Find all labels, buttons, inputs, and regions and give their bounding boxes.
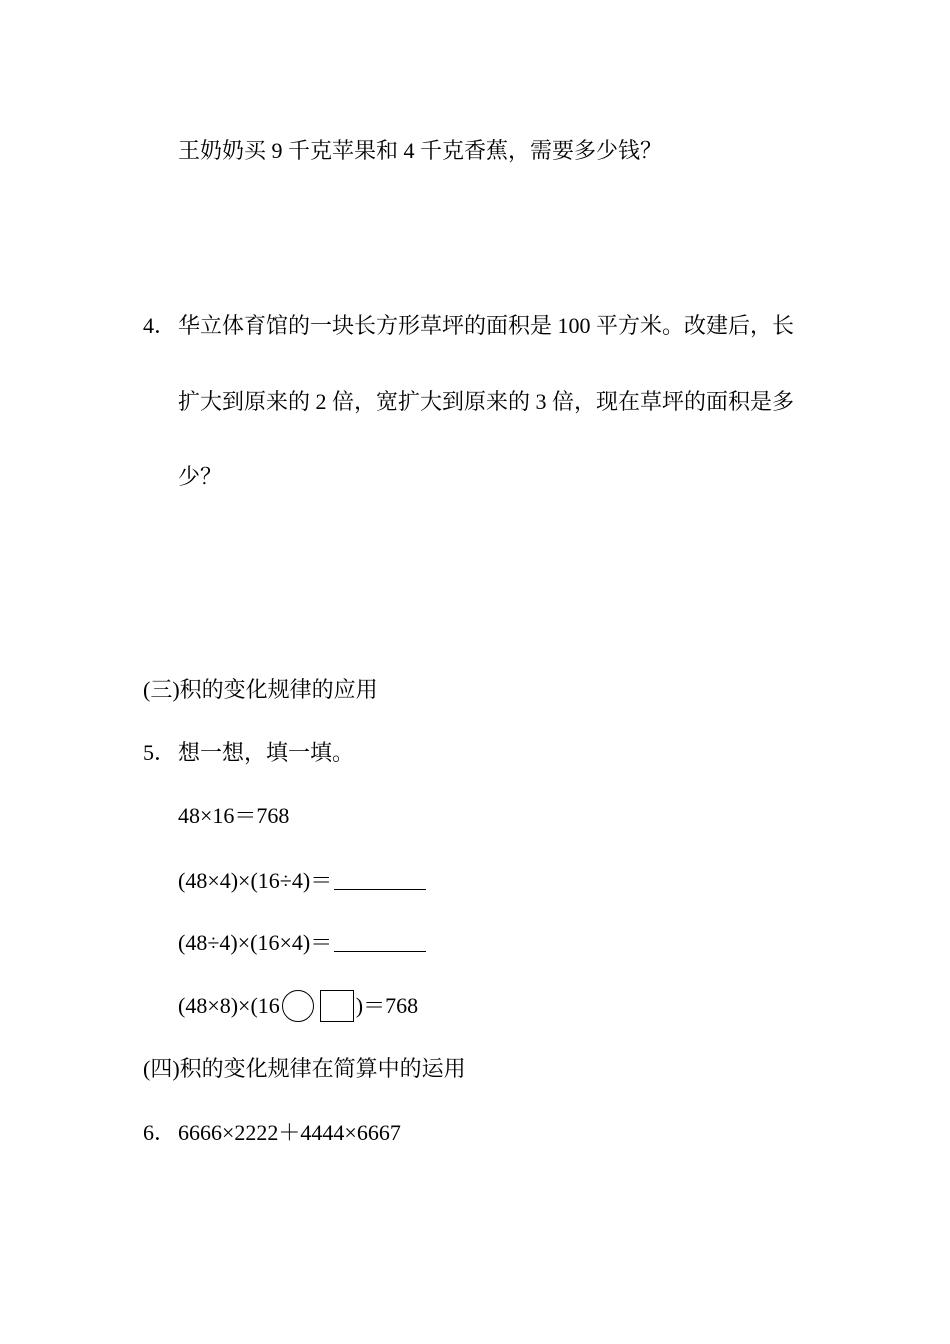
equation-3-text: (48÷4)×(16×4)＝ (178, 930, 333, 955)
section3-title: (三)积的变化规律的应用 (143, 677, 378, 702)
answer-blank-1[interactable] (334, 869, 426, 890)
problem4-line2: 扩大到原来的 2 倍，宽扩大到原来的 3 倍，现在草坪的面积是多 (178, 389, 795, 414)
problem4-text-line1: 华立体育馆的一块长方形草坪的面积是 100 平方米。改建后，长 (178, 313, 795, 338)
equation-3 (178, 928, 426, 958)
number-square-blank[interactable] (320, 990, 354, 1022)
answer-blank-2[interactable] (334, 931, 426, 952)
problem5-instruction: 想一想，填一填。 (178, 740, 355, 765)
equation-1: 48×16＝768 (178, 803, 290, 828)
problem3-question: 王奶奶买 9 千克苹果和 4 千克香蕉，需要多少钱？ (178, 138, 663, 163)
operator-circle-blank[interactable] (282, 990, 314, 1022)
equation-2 (178, 866, 426, 896)
equation-4 (178, 990, 418, 1022)
problem6-line (143, 1118, 401, 1148)
equation-2-text: (48×4)×(16÷4)＝ (178, 868, 333, 893)
problem6-expression: 6666×2222＋4444×6667 (178, 1120, 401, 1145)
problem6-number: 6． (143, 1120, 177, 1145)
equation-4-prefix: (48×8)×(16 (178, 993, 280, 1018)
problem4-number: 4． (143, 313, 177, 338)
problem5-instruction-line (143, 738, 354, 768)
problem4-line1 (143, 311, 794, 341)
equation-4-suffix: )＝768 (355, 993, 419, 1018)
problem5-number: 5． (143, 740, 177, 765)
section4-title: (四)积的变化规律在简算中的运用 (143, 1056, 466, 1081)
problem4-line3: 少？ (178, 464, 223, 489)
